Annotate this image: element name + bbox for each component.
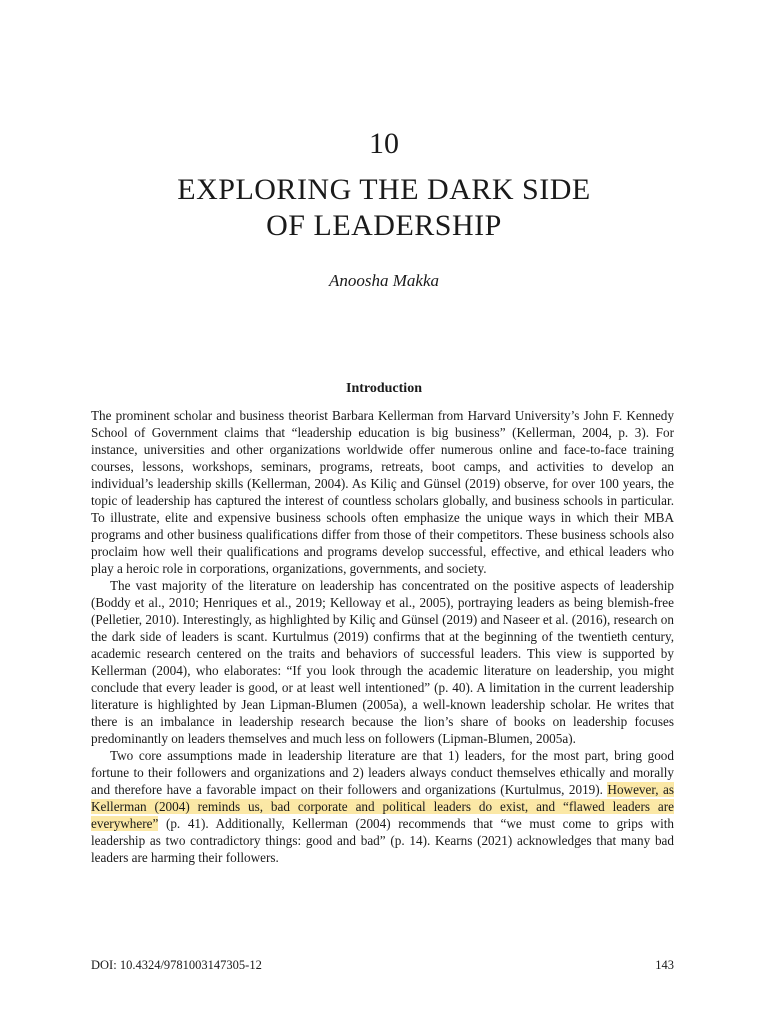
chapter-title-line1: EXPLORING THE DARK SIDE xyxy=(177,173,591,206)
paragraph-3-start: Two core assumptions made in leadership literature are that 1) leaders, for the most part, bring good fortune to their followers and organizations and 2) leaders always conduct themselves ethically and morally and therefore have a favorable impact on their followers and organizations (Kurtulmus, 2019). xyxy=(91,748,674,797)
paragraph-1: The prominent scholar and business theorist Barbara Kellerman from Harvard University’s John F. Kennedy School of Government claims that “leadership education is big business” (Kellerman, 2004, p. 3). For instance, universities and other organizations worldwide offer numerous online and face-to-face training courses, lessons, workshops, seminars, programs, retreats, boot camps, and activities to develop an individual’s leadership skills (Kellerman, 2004). As Kiliç and Günsel (2019) observe, for over 100 years, the topic of leadership has captured the interest of countless scholars globally, and business schools in particular. To illustrate, elite and expensive business schools often emphasize the unique ways in which their MBA programs and other business qualifications differ from those of their competitors. These business schools also proclaim how well their qualifications and programs develop successful, effective, and ethical leaders who play a heroic role in corporations, organizations, governments, and society. xyxy=(91,408,674,576)
paragraph-2: The vast majority of the literature on leadership has concentrated on the positive aspects of leadership (Boddy et al., 2010; Henriques et al., 2019; Kelloway et al., 2005), portraying leaders as being blemish-free (Pelletier, 2010). Interestingly, as highlighted by Kiliç and Günsel (2019) and Naseer et al. (2016), research on the dark side of leaders is scant. Kurtulmus (2019) confirms that at the beginning of the twentieth century, academic research centered on the traits and behaviors of successful leaders. This view is supported by Kellerman (2004), who elaborates: “If you look through the academic literature on leadership, you might conclude that every leader is good, or at least well intentioned” (p. 40). A limitation in the current leadership literature is highlighted by Jean Lipman-Blumen (2005a), a well-known leadership scholar. He writes that there is an imbalance in leadership research because the lion’s share of books on leadership focuses predominantly on leaders themselves and much less on followers (Lipman-Blumen, 2005a). xyxy=(91,578,674,746)
paragraph-3 xyxy=(91,747,674,866)
doi-reference: DOI: 10.4324/9781003147305-12 xyxy=(91,958,262,972)
paragraph-3-end: (p. 41). Additionally, Kellerman (2004) recommends that “we must come to grips with leadership as two contradictory things: good and bad” (p. 14). Kearns (2021) acknowledges that many bad leaders are harming their followers. xyxy=(91,816,674,865)
chapter-number: 10 xyxy=(369,127,399,160)
section-heading: Introduction xyxy=(346,381,422,396)
chapter-title xyxy=(0,172,768,244)
author-name: Anoosha Makka xyxy=(328,271,439,290)
highlighted-passage[interactable]: However, as Kellerman (2004) reminds us, bad corporate and political leaders do exist, and “flawed leaders are everywhere” xyxy=(91,782,674,831)
page-number: 143 xyxy=(655,958,674,972)
body-text xyxy=(91,407,674,866)
chapter-title-line2: OF LEADERSHIP xyxy=(266,209,502,242)
